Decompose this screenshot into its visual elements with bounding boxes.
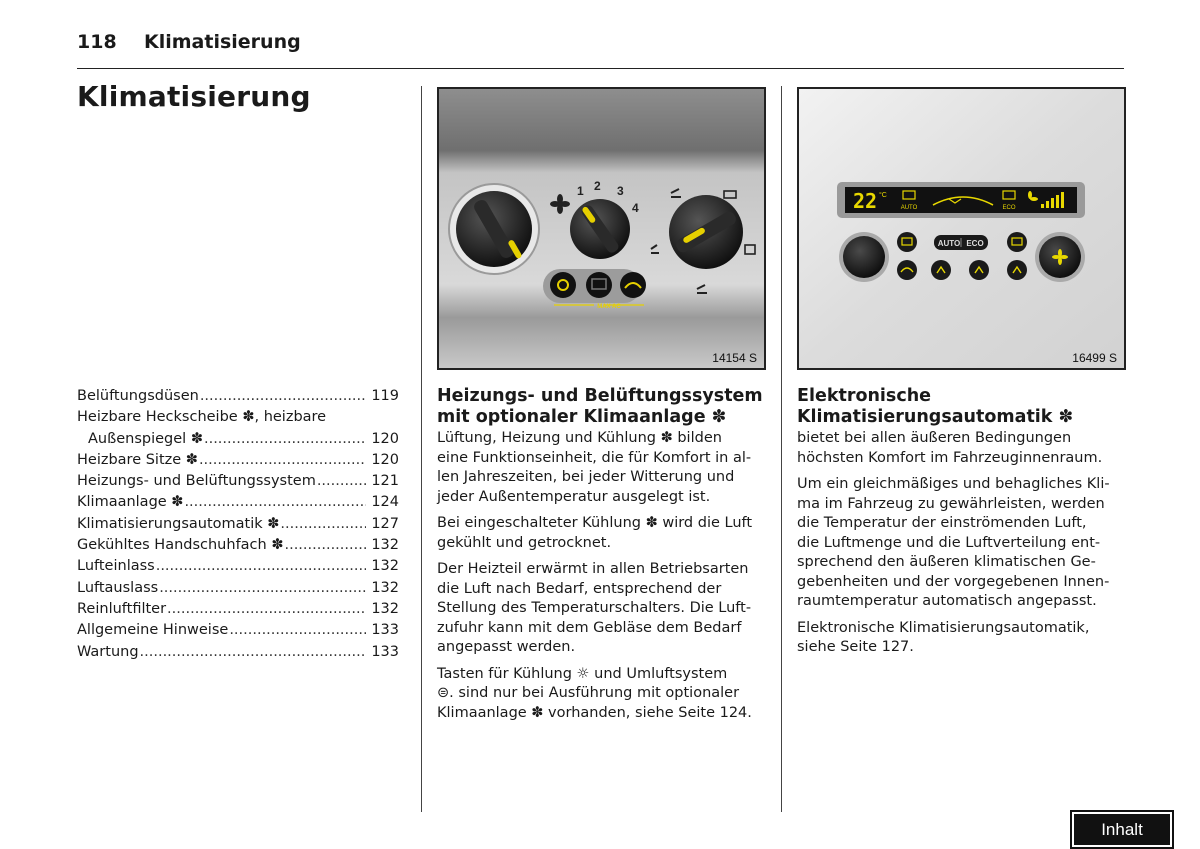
paragraph: bietet bei allen äußeren Bedingungen höchsten Komfort im Fahrzeuginnenraum.: [797, 430, 1103, 466]
page-title: Klimatisierung: [77, 80, 311, 113]
toc-entry[interactable]: Außenspiegel ✽ ..... 120: [77, 429, 399, 450]
paragraph: Lüftung, Heizung und Kühlung ✽ bilden eine Funktionseinheit, die für Komfort in al- len Jahreszeiten, bei jeder Witterung und jeder Außentemperatur ausgelegt ist.: [437, 430, 752, 505]
climate-control-figure: [797, 87, 1126, 370]
eco-button-label: ECO: [966, 239, 984, 248]
section-heading: Heizungs- und Belüftungssystem mit optionaler Klimaanlage ✽: [437, 386, 763, 427]
toc-entry[interactable]: Heizbare Sitze ✽ ..... 120: [77, 450, 399, 471]
running-header: Klimatisierung: [144, 31, 301, 53]
paragraph: Elektronische Klimatisierungsautomatik, siehe Seite 127.: [797, 619, 1090, 655]
toc-entry[interactable]: Wartung ..... 133: [77, 642, 399, 663]
column-divider-left: [421, 86, 422, 812]
table-of-contents: [77, 386, 399, 663]
toc-entry[interactable]: Gekühltes Handschuhfach ✽ ..... 132: [77, 535, 399, 556]
figure-code: 16499 S: [1072, 351, 1117, 365]
toc-entry[interactable]: Heizungs- und Belüftungssystem ..... 121: [77, 471, 399, 492]
toc-entry[interactable]: Klimaanlage ✽ ..... 124: [77, 492, 399, 513]
display-temperature: 22: [853, 189, 878, 213]
heater-control-figure: [437, 87, 766, 370]
toc-entry[interactable]: Klimatisierungsautomatik ✽ ..... 127: [77, 514, 399, 535]
page-number: 118: [77, 31, 117, 53]
display-unit: °C: [879, 192, 887, 199]
toc-entry[interactable]: Belüftungsdüsen ..... 119: [77, 386, 399, 407]
display-auto: AUTO: [900, 205, 918, 211]
paragraph: Tasten für Kühlung ☼ und Umluftsystem ⊜. sind nur bei Ausführung mit optionaler Klimaanlage ✽ vorhanden, siehe Seite 124.: [437, 665, 752, 721]
display-eco: ECO: [1002, 205, 1016, 211]
max-ac-label: MAX AC: [597, 304, 621, 310]
figure-code: 14154 S: [712, 351, 757, 365]
toc-entry[interactable]: Luftauslass ..... 132: [77, 578, 399, 599]
toc-entry[interactable]: Heizbare Heckscheibe ✽, heizbare: [77, 409, 327, 426]
heating-ventilation-section: [437, 386, 767, 730]
paragraph: Bei eingeschalteter Kühlung ✽ wird die Luft gekühlt und getrocknet.: [437, 515, 753, 551]
header-divider: [77, 68, 1124, 69]
auto-button-label: AUTO: [937, 239, 961, 248]
toc-entry[interactable]: Lufteinlass ..... 132: [77, 556, 399, 577]
column-divider-right: [781, 86, 782, 812]
paragraph: Der Heizteil erwärmt in allen Betriebsarten die Luft nach Bedarf, entsprechend der Stellung des Temperaturschalters. Die Luft- zufuhr kann mit dem Gebläse dem Bedarf angepasst werden.: [437, 561, 752, 655]
toc-entry[interactable]: Allgemeine Hinweise ..... 133: [77, 620, 399, 641]
toc-entry[interactable]: Reinluftfilter ..... 132: [77, 599, 399, 620]
fan-speed-1: 1: [577, 184, 584, 198]
contents-button[interactable]: Inhalt: [1070, 810, 1174, 849]
section-heading: Elektronische Klimatisierungsautomatik ✽: [797, 386, 1074, 427]
fan-speed-2: 2: [594, 179, 601, 193]
climate-automatic-section: [797, 386, 1127, 665]
paragraph: Um ein gleichmäßiges und behagliches Kli- ma im Fahrzeug zu gewährleisten, werden die Temperatur der einströmenden Luft, die Luftmenge und die Luftverteilung ent- sprechend den äußeren klimatischen Ge- gebenheiten und der vorgegebenen Innen- raumtemperatur automatisch angepasst.: [797, 476, 1110, 609]
fan-speed-3: 3: [617, 184, 624, 198]
fan-speed-4: 4: [632, 201, 639, 215]
